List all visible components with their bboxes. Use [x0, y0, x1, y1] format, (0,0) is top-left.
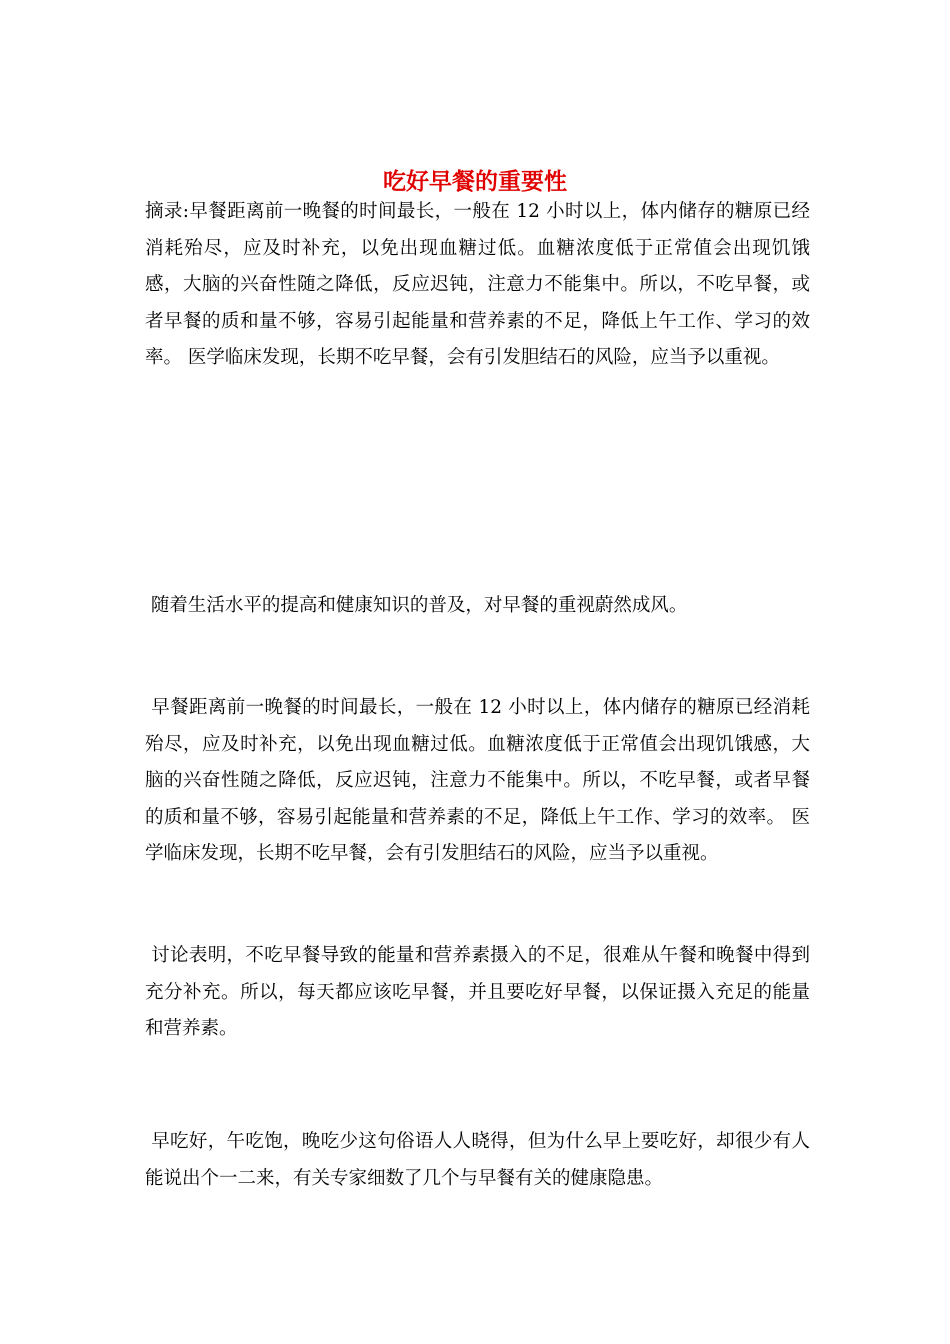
paragraph-4: 早吃好，午吃饱，晚吃少这句俗语人人晓得，但为什么早上要吃好，却很少有人能说出个一二来，有关专家细数了几个与早餐有关的健康隐患。: [145, 1131, 810, 1189]
paragraph-3: 讨论表明，不吃早餐导致的能量和营养素摄入的不足，很难从午餐和晚餐中得到充分补充。所以，每天都应该吃早餐，并且要吃好早餐，以保证摄入充足的能量和营养素。: [145, 945, 810, 1039]
abstract-paragraph: 摘录:早餐距离前一晚餐的时间最长，一般在 12 小时以上，体内储存的糖原已经消耗殆尽，应及时补充，以免出现血糖过低。血糖浓度低于正常值会出现饥饿感，大脑的兴奋性随之降低，反应迟钝，注意力不能集中。所以，不吃早餐，或者早餐的质和量不够，容易引起能量和营养素的不足，降低上午工作、学习的效率。 医学临床发现，长期不吃早餐，会有引发胆结石的风险，应当予以重视。: [145, 201, 810, 368]
paragraph-2: 早餐距离前一晚餐的时间最长，一般在 12 小时以上，体内储存的糖原已经消耗殆尽，应及时补充，以免出现血糖过低。血糖浓度低于正常值会出现饥饿感，大脑的兴奋性随之降低，反应迟钝，注意力不能集中。所以，不吃早餐，或者早餐的质和量不够，容易引起能量和营养素的不足，降低上午工作、学习的效率。 医学临床发现，长期不吃早餐，会有引发胆结石的风险，应当予以重视。: [145, 697, 810, 864]
document-title: 吃好早餐的重要性: [383, 169, 567, 196]
paragraph-1: 随着生活水平的提高和健康知识的普及，对早餐的重视蔚然成风。: [145, 595, 688, 616]
